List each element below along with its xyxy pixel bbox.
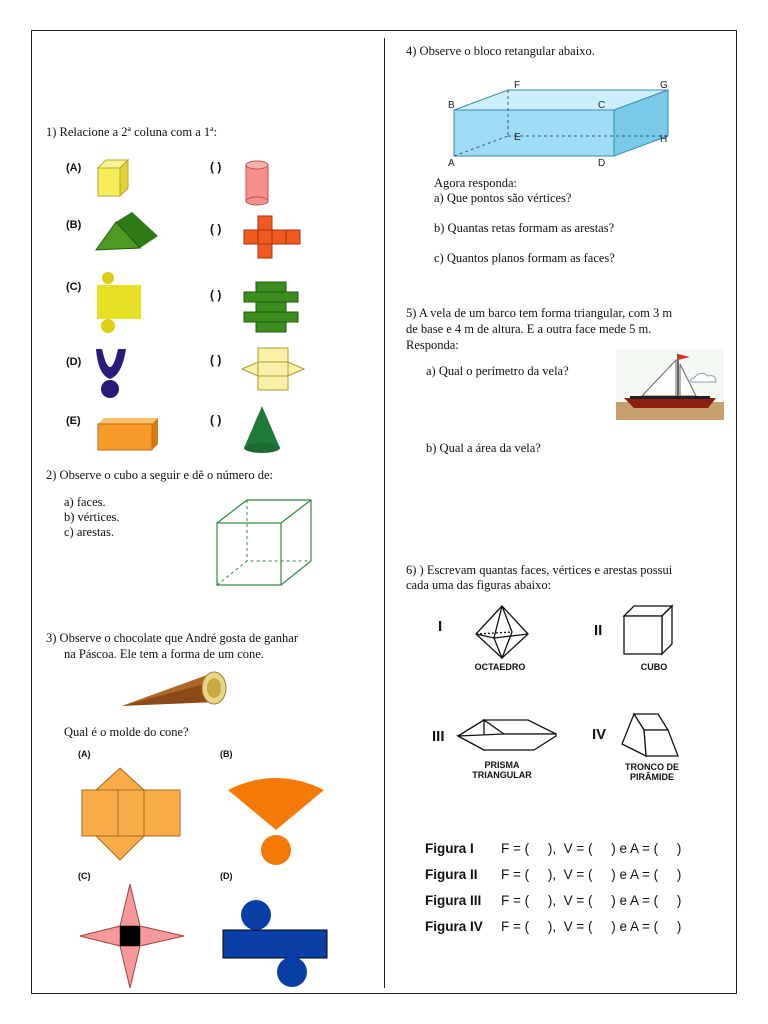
q2-item-a: a) faces. [64,495,106,509]
vertex-g: G [660,80,668,91]
fig3-name: PRISMA TRIANGULAR [472,760,532,780]
q5-question-b: b) Qual a área da vela? [426,441,541,455]
q1-blank-5[interactable]: ( ) [210,413,222,427]
q4-question-b: b) Quantas retas formam as arestas? [434,221,615,235]
answer-blanks-4[interactable]: F = ( ), V = ( ) e A = ( ) [501,919,682,934]
fig1-name: OCTAEDRO [474,662,526,672]
q3-line2: na Páscoa. Ele tem a forma de um cone. [64,647,264,661]
vertex-e: E [514,132,521,143]
q1-cube-net-icon [242,214,306,272]
answer-label-4: Figura IV [425,919,483,934]
q1-prism-net-icon [242,280,304,334]
answer-label-2: Figura II [425,867,478,882]
q3-line1: 3) Observe o chocolate que André gosta de ganhar [46,631,298,645]
answer-label-3: Figura III [425,893,482,908]
q3-option-c-net-icon [78,882,188,992]
q1-cylinder-net-icon [94,270,142,336]
fig4-roman: IV [592,726,607,743]
q2-wireframe-cube-icon [214,497,314,587]
q1-cylinder-icon [242,157,272,207]
answer-label-1: Figura I [425,841,474,856]
q5-line1: 5) A vela de um barco tem forma triangular, com 3 m [406,306,673,320]
answer-line-4 [425,919,681,934]
q3-option-a-net-icon [80,764,184,864]
q1-label-c: (C) [66,281,82,293]
q3-option-b-net-icon [224,772,328,868]
q5-line3: Responda: [406,338,459,352]
q6-line1: 6) ) Escrevam quantas faces, vértices e arestas possui [406,563,673,577]
answer-blanks-2[interactable]: F = ( ), V = ( ) e A = ( ) [501,867,682,882]
q1-cone-icon [242,404,282,454]
q1-blank-1[interactable]: ( ) [210,160,222,174]
vertex-f: F [514,80,521,91]
vertex-b: B [448,100,455,111]
cube-icon [620,602,676,658]
q3-option-b-label: (B) [220,749,233,759]
q4-rectangular-block-icon [446,78,678,168]
q1-rectangular-prism-icon [94,414,162,454]
q2-item-b: b) vértices. [64,510,120,524]
q3-question: Qual é o molde do cone? [64,725,189,739]
answer-line-1 [425,841,681,856]
q3-option-c-label: (C) [78,871,91,881]
q3-option-d-net-icon [220,898,330,990]
octahedron-icon [472,604,534,660]
q1-blank-3[interactable]: ( ) [210,288,222,302]
q1-label-d: (D) [66,356,82,368]
vertex-a: A [448,158,455,168]
q4-title: 4) Observe o bloco retangular abaixo. [406,44,595,58]
q1-label-b: (B) [66,219,82,231]
q1-triangular-prism-icon [94,208,160,254]
q1-blank-2[interactable]: ( ) [210,222,222,236]
fig4-name: TRONCO DE PIRÂMIDE [625,762,679,782]
fig1-roman: I [438,618,443,635]
column-divider [384,38,385,988]
q5-question-a: a) Qual o perímetro da vela? [426,364,569,378]
fig2-name: CUBO [640,662,668,672]
q1-label-e: (E) [66,415,81,427]
q2-title: 2) Observe o cubo a seguir e dê o número de: [46,468,274,482]
q5-line2: de base e 4 m de altura. E a outra face mede 5 m. [406,322,652,336]
chocolate-cone-icon [120,668,230,712]
q4-question-c: c) Quantos planos formam as faces? [434,251,615,265]
q2-item-c: c) arestas. [64,525,114,539]
q3-option-a-label: (A) [78,749,91,759]
q1-label-a: (A) [66,162,82,174]
q3-option-d-label: (D) [220,871,233,881]
q1-triangular-prism-net-icon [240,344,306,398]
q1-cone-net-icon [94,345,128,403]
vertex-d: D [598,158,606,168]
sailboat-icon [616,350,724,420]
q4-question-a: a) Que pontos são vértices? [434,191,572,205]
q4-intro: Agora responda: [434,176,517,190]
q1-title: 1) Relacione a 2ª coluna com a 1ª: [46,125,218,139]
fig3-roman: III [432,728,445,745]
answer-blanks-1[interactable]: F = ( ), V = ( ) e A = ( ) [501,841,682,856]
answer-line-3 [425,893,681,908]
q1-blank-4[interactable]: ( ) [210,353,222,367]
fig2-roman: II [594,622,603,639]
answer-line-2 [425,867,681,882]
q6-line2: cada uma das figuras abaixo: [406,578,552,592]
answer-blanks-3[interactable]: F = ( ), V = ( ) e A = ( ) [501,893,682,908]
triangular-prism-icon [456,716,558,754]
q1-cube-icon [94,156,134,200]
vertex-h: H [660,134,668,145]
vertex-c: C [598,100,606,111]
frustum-pyramid-icon [620,710,682,758]
